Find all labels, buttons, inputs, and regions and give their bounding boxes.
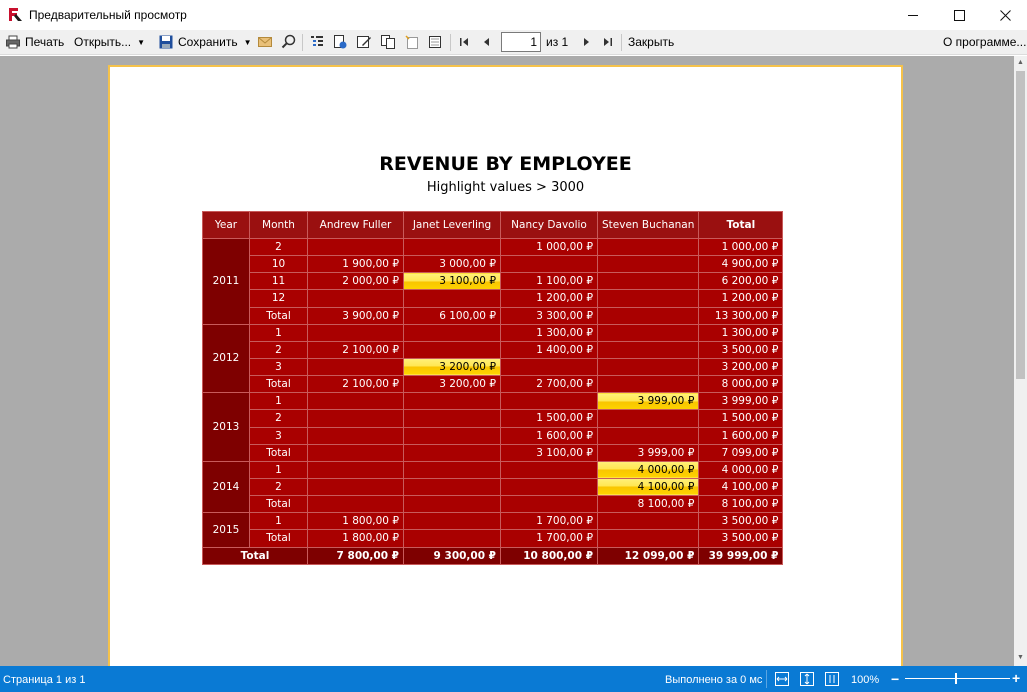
column-header: Janet Leverling — [404, 212, 501, 239]
table-row — [203, 324, 783, 341]
row-total-cell: 13 300,00 ₽ — [699, 307, 783, 324]
value-cell — [598, 324, 699, 341]
row-total-cell: 1 600,00 ₽ — [699, 427, 783, 444]
table-row — [203, 376, 783, 393]
table-row — [203, 478, 783, 495]
grand-total-row — [203, 547, 783, 564]
toolbar-separator — [450, 34, 451, 51]
value-cell: 3 000,00 ₽ — [404, 256, 501, 273]
table-row — [203, 496, 783, 513]
table-row — [203, 427, 783, 444]
month-cell: Total — [250, 376, 308, 393]
close-window-button[interactable] — [982, 0, 1027, 30]
month-cell: Total — [250, 307, 308, 324]
done-text: Выполнено за 0 мс — [665, 674, 763, 686]
value-cell — [308, 239, 404, 256]
year-cell: 2012 — [203, 324, 250, 393]
table-row — [203, 341, 783, 358]
zoom-whole-page-button[interactable] — [800, 672, 814, 686]
row-total-cell: 1 000,00 ₽ — [699, 239, 783, 256]
search-icon[interactable] — [281, 34, 297, 50]
zoom-page-width-button[interactable] — [775, 672, 789, 686]
value-cell: 3 300,00 ₽ — [501, 307, 598, 324]
value-cell — [501, 478, 598, 495]
value-cell — [308, 393, 404, 410]
value-cell — [598, 530, 699, 547]
floppy-disk-icon — [158, 34, 174, 50]
table-row — [203, 358, 783, 375]
close-icon — [1000, 10, 1011, 21]
value-cell: 1 200,00 ₽ — [501, 290, 598, 307]
grand-total-label: Total — [203, 547, 308, 564]
value-cell: 3 200,00 ₽ — [404, 376, 501, 393]
month-cell: 2 — [250, 239, 308, 256]
value-cell: 6 100,00 ₽ — [404, 307, 501, 324]
month-cell: 1 — [250, 461, 308, 478]
edit-icon[interactable] — [356, 34, 372, 50]
value-cell — [308, 358, 404, 375]
table-row — [203, 444, 783, 461]
window-title: Предварительный просмотр — [29, 8, 187, 22]
month-cell: 2 — [250, 410, 308, 427]
maximize-button[interactable] — [936, 0, 982, 30]
last-page-icon[interactable] — [600, 34, 616, 50]
status-separator — [766, 670, 767, 688]
month-cell: 3 — [250, 358, 308, 375]
minimize-icon — [908, 10, 919, 21]
value-cell — [598, 376, 699, 393]
table-row — [203, 530, 783, 547]
first-page-icon[interactable] — [456, 34, 472, 50]
outline-icon[interactable] — [309, 34, 325, 50]
table-header-row — [203, 212, 783, 239]
row-total-cell: 4 900,00 ₽ — [699, 256, 783, 273]
value-cell — [404, 530, 501, 547]
year-cell: 2011 — [203, 239, 250, 325]
chevron-down-icon: ▼ — [243, 37, 252, 47]
table-row — [203, 239, 783, 256]
column-header: Steven Buchanan — [598, 212, 699, 239]
value-cell: 1 100,00 ₽ — [501, 273, 598, 290]
highlighted-value-cell: 3 999,00 ₽ — [598, 393, 699, 410]
copy-page-icon[interactable] — [380, 34, 396, 50]
highlighted-value-cell: 4 000,00 ₽ — [598, 461, 699, 478]
value-cell: 2 000,00 ₽ — [308, 273, 404, 290]
month-cell: 3 — [250, 427, 308, 444]
grand-total-cell: 12 099,00 ₽ — [598, 547, 699, 564]
value-cell: 2 700,00 ₽ — [501, 376, 598, 393]
row-total-cell: 3 500,00 ₽ — [699, 530, 783, 547]
row-total-cell: 3 999,00 ₽ — [699, 393, 783, 410]
multiple-pages-icon — [826, 673, 838, 685]
value-cell — [598, 290, 699, 307]
value-cell: 1 700,00 ₽ — [501, 530, 598, 547]
highlighted-value-cell: 3 200,00 ₽ — [404, 358, 501, 375]
about-button[interactable] — [943, 30, 1026, 54]
value-cell: 1 600,00 ₽ — [501, 427, 598, 444]
zoom-in-icon[interactable]: + — [1012, 670, 1021, 686]
column-header: Month — [250, 212, 308, 239]
value-cell — [404, 393, 501, 410]
value-cell — [404, 341, 501, 358]
value-cell — [501, 256, 598, 273]
zoom-slider-thumb[interactable] — [955, 673, 957, 684]
value-cell — [404, 478, 501, 495]
value-cell — [598, 273, 699, 290]
table-row — [203, 461, 783, 478]
grand-total-cell: 9 300,00 ₽ — [404, 547, 501, 564]
row-total-cell: 3 500,00 ₽ — [699, 341, 783, 358]
fastreport-logo-icon — [8, 7, 23, 22]
zoom-value: 100% — [851, 674, 880, 686]
value-cell: 1 000,00 ₽ — [501, 239, 598, 256]
page-number-input[interactable] — [501, 32, 541, 52]
watermark-icon[interactable] — [427, 34, 443, 50]
value-cell — [501, 496, 598, 513]
value-cell — [404, 239, 501, 256]
value-cell — [598, 256, 699, 273]
table-body — [203, 239, 783, 565]
row-total-cell: 1 300,00 ₽ — [699, 324, 783, 341]
value-cell — [598, 410, 699, 427]
row-total-cell: 6 200,00 ₽ — [699, 273, 783, 290]
value-cell: 3 900,00 ₽ — [308, 307, 404, 324]
report-page — [108, 65, 903, 666]
maximize-icon — [954, 10, 965, 21]
month-cell: Total — [250, 530, 308, 547]
value-cell — [308, 444, 404, 461]
value-cell: 3 999,00 ₽ — [598, 444, 699, 461]
page-of-label — [546, 30, 568, 54]
value-cell — [404, 461, 501, 478]
highlighted-value-cell: 4 100,00 ₽ — [598, 478, 699, 495]
close-label: Закрыть — [628, 35, 675, 49]
fit-width-icon — [776, 673, 788, 685]
year-cell: 2013 — [203, 393, 250, 462]
row-total-cell: 1 200,00 ₽ — [699, 290, 783, 307]
value-cell — [308, 427, 404, 444]
grand-total-sum: 39 999,00 ₽ — [699, 547, 783, 564]
value-cell — [598, 427, 699, 444]
value-cell — [598, 307, 699, 324]
fit-page-icon — [801, 673, 813, 685]
value-cell: 8 100,00 ₽ — [598, 496, 699, 513]
save-label: Сохранить — [178, 35, 238, 49]
value-cell — [404, 496, 501, 513]
column-header: Nancy Davolio — [501, 212, 598, 239]
report-title: REVENUE BY EMPLOYEE — [379, 153, 632, 175]
value-cell — [308, 410, 404, 427]
month-cell: 1 — [250, 324, 308, 341]
chevron-down-icon: ▼ — [137, 37, 146, 47]
toolbar-separator — [302, 34, 303, 51]
table-row — [203, 290, 783, 307]
row-total-cell: 1 500,00 ₽ — [699, 410, 783, 427]
scrollbar-thumb[interactable] — [1016, 71, 1025, 379]
month-cell: Total — [250, 444, 308, 461]
print-button[interactable] — [5, 30, 64, 54]
vertical-scrollbar[interactable] — [1014, 56, 1027, 666]
grand-total-cell: 7 800,00 ₽ — [308, 547, 404, 564]
printer-icon — [5, 34, 21, 50]
minimize-button[interactable] — [890, 0, 936, 30]
print-label: Печать — [25, 35, 65, 49]
value-cell — [598, 239, 699, 256]
table-row — [203, 256, 783, 273]
new-page-icon[interactable] — [404, 34, 420, 50]
scroll-up-icon[interactable]: ▲ — [1017, 59, 1024, 66]
status-bar — [0, 666, 1027, 692]
month-cell: 1 — [250, 393, 308, 410]
row-total-cell: 8 100,00 ₽ — [699, 496, 783, 513]
value-cell — [501, 461, 598, 478]
value-cell: 1 300,00 ₽ — [501, 324, 598, 341]
value-cell: 1 900,00 ₽ — [308, 256, 404, 273]
table-row — [203, 393, 783, 410]
value-cell — [308, 290, 404, 307]
value-cell: 2 100,00 ₽ — [308, 376, 404, 393]
open-label: Открыть... — [74, 35, 132, 49]
value-cell — [404, 427, 501, 444]
table-row — [203, 307, 783, 324]
month-cell: 1 — [250, 513, 308, 530]
table-row — [203, 273, 783, 290]
column-header: Total — [699, 212, 783, 239]
value-cell: 1 400,00 ₽ — [501, 341, 598, 358]
zoom-multiple-pages-button[interactable] — [825, 672, 839, 686]
row-total-cell: 8 000,00 ₽ — [699, 376, 783, 393]
month-cell: 12 — [250, 290, 308, 307]
value-cell — [598, 341, 699, 358]
row-total-cell: 3 500,00 ₽ — [699, 513, 783, 530]
value-cell — [598, 358, 699, 375]
year-cell: 2015 — [203, 513, 250, 547]
next-page-icon[interactable] — [578, 34, 594, 50]
value-cell: 1 700,00 ₽ — [501, 513, 598, 530]
page-setup-icon[interactable] — [332, 34, 348, 50]
row-total-cell: 3 200,00 ₽ — [699, 358, 783, 375]
value-cell: 2 100,00 ₽ — [308, 341, 404, 358]
highlighted-value-cell: 3 100,00 ₽ — [404, 273, 501, 290]
email-icon[interactable] — [257, 34, 273, 50]
about-label: О программе... — [943, 35, 1027, 49]
value-cell: 3 100,00 ₽ — [501, 444, 598, 461]
value-cell: 1 500,00 ₽ — [501, 410, 598, 427]
row-total-cell: 4 100,00 ₽ — [699, 478, 783, 495]
toolbar-separator — [621, 34, 622, 51]
page-of-text: из 1 — [546, 35, 569, 49]
page-info: Страница 1 из 1 — [3, 674, 86, 686]
value-cell: 1 800,00 ₽ — [308, 530, 404, 547]
value-cell — [308, 496, 404, 513]
column-header: Andrew Fuller — [308, 212, 404, 239]
value-cell — [404, 410, 501, 427]
zoom-out-icon[interactable]: − — [891, 671, 900, 687]
zoom-slider[interactable] — [905, 678, 1010, 679]
close-preview-button[interactable] — [628, 30, 674, 54]
value-cell — [308, 478, 404, 495]
value-cell: 1 800,00 ₽ — [308, 513, 404, 530]
preview-area[interactable] — [0, 56, 1014, 666]
value-cell — [404, 324, 501, 341]
toolbar — [0, 30, 1027, 55]
report-subtitle: Highlight values > 3000 — [426, 180, 585, 195]
value-cell — [404, 513, 501, 530]
cross-table — [202, 211, 783, 565]
previous-page-icon[interactable] — [479, 34, 495, 50]
month-cell: Total — [250, 496, 308, 513]
value-cell — [404, 290, 501, 307]
scroll-down-icon[interactable]: ▼ — [1017, 654, 1024, 661]
month-cell: 2 — [250, 478, 308, 495]
month-cell: 11 — [250, 273, 308, 290]
table-row — [203, 410, 783, 427]
row-total-cell: 7 099,00 ₽ — [699, 444, 783, 461]
value-cell — [598, 513, 699, 530]
value-cell — [501, 393, 598, 410]
open-button[interactable] — [74, 30, 145, 54]
column-header: Year — [203, 212, 250, 239]
grand-total-cell: 10 800,00 ₽ — [501, 547, 598, 564]
value-cell — [308, 461, 404, 478]
year-cell: 2014 — [203, 461, 250, 512]
title-bar — [0, 0, 1027, 30]
month-cell: 2 — [250, 341, 308, 358]
month-cell: 10 — [250, 256, 308, 273]
table-row — [203, 513, 783, 530]
value-cell — [404, 444, 501, 461]
save-button[interactable] — [158, 30, 252, 54]
value-cell — [308, 324, 404, 341]
row-total-cell: 4 000,00 ₽ — [699, 461, 783, 478]
value-cell — [501, 358, 598, 375]
